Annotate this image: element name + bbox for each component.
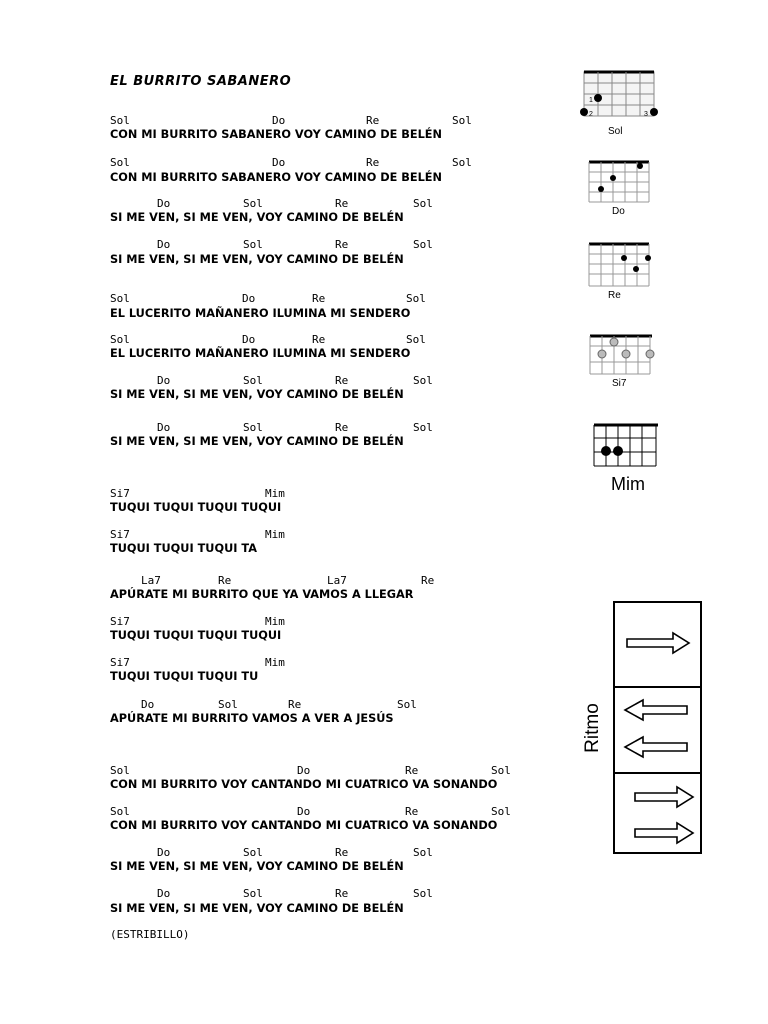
chord-diagram-do bbox=[586, 160, 656, 220]
chord: Sol bbox=[110, 805, 130, 818]
chord: Si7 bbox=[110, 487, 130, 500]
chord: Re bbox=[312, 292, 326, 305]
chord: Sol bbox=[413, 846, 433, 859]
chord: Sol bbox=[491, 764, 511, 777]
finger-dot bbox=[633, 266, 639, 272]
chord: Re bbox=[405, 764, 419, 777]
chord: Re bbox=[312, 333, 326, 346]
finger-dot bbox=[601, 446, 611, 456]
chord: Do bbox=[157, 238, 171, 251]
estribillo-note: (ESTRIBILLO) bbox=[110, 928, 190, 941]
chord: Sol bbox=[413, 197, 433, 210]
finger-dot bbox=[646, 350, 654, 358]
chord-diagram-label: Re bbox=[608, 290, 621, 301]
finger-number: 2 bbox=[589, 111, 593, 118]
chord: Sol bbox=[397, 698, 417, 711]
lyric-line: SI ME VEN, SI ME VEN, VOY CAMINO DE BELÉN bbox=[110, 902, 404, 915]
chord: Sol bbox=[413, 887, 433, 900]
chord: Do bbox=[272, 114, 286, 127]
finger-dot bbox=[610, 175, 616, 181]
chord-diagram-label: Si7 bbox=[612, 378, 627, 389]
chord: Sol bbox=[243, 846, 263, 859]
chord: Sol bbox=[218, 698, 238, 711]
chord: Do bbox=[157, 197, 171, 210]
chord: Re bbox=[366, 156, 380, 169]
sol-chord-grid bbox=[578, 68, 662, 124]
finger-dot bbox=[594, 94, 602, 102]
chord: Do bbox=[157, 846, 171, 859]
rhythm-cell bbox=[615, 688, 700, 774]
chord: Sol bbox=[452, 156, 472, 169]
arrow-left-icon bbox=[625, 737, 687, 757]
chord: Do bbox=[297, 805, 311, 818]
chord: Re bbox=[335, 887, 349, 900]
chord: Re bbox=[335, 238, 349, 251]
chord: La7 bbox=[327, 574, 347, 587]
chord: Sol bbox=[452, 114, 472, 127]
finger-dot bbox=[580, 108, 588, 116]
finger-dot bbox=[650, 108, 658, 116]
finger-dot bbox=[598, 186, 604, 192]
mim-chord-grid bbox=[590, 422, 660, 468]
finger-dot bbox=[598, 350, 606, 358]
chord: Sol bbox=[413, 374, 433, 387]
chord: Mim bbox=[265, 656, 285, 669]
chord: Re bbox=[405, 805, 419, 818]
lyric-line: TUQUI TUQUI TUQUI TU bbox=[110, 670, 259, 683]
chord: Sol bbox=[491, 805, 511, 818]
chord: Do bbox=[297, 764, 311, 777]
lyric-line: EL LUCERITO MAÑANERO ILUMINA MI SENDERO bbox=[110, 307, 411, 320]
chord-diagram-label: Mim bbox=[611, 474, 645, 494]
chord: Sol bbox=[110, 156, 130, 169]
finger-dot bbox=[621, 255, 627, 261]
chord: Sol bbox=[110, 292, 130, 305]
chord: Sol bbox=[243, 374, 263, 387]
lyric-line: SI ME VEN, SI ME VEN, VOY CAMINO DE BELÉN bbox=[110, 211, 404, 224]
chord: Sol bbox=[110, 333, 130, 346]
lyric-line: CON MI BURRITO SABANERO VOY CAMINO DE BELÉN bbox=[110, 128, 442, 141]
chord: Do bbox=[242, 333, 256, 346]
lyric-line: SI ME VEN, SI ME VEN, VOY CAMINO DE BELÉN bbox=[110, 253, 404, 266]
chord-diagram-label: Sol bbox=[608, 126, 623, 137]
lyric-line: APÚRATE MI BURRITO QUE YA VAMOS A LLEGAR bbox=[110, 588, 414, 601]
chord: Sol bbox=[406, 333, 426, 346]
chord-diagram-label: Do bbox=[612, 206, 625, 217]
arrow-right-icon bbox=[635, 823, 693, 843]
chord: Re bbox=[335, 197, 349, 210]
chord: Re bbox=[288, 698, 302, 711]
chord: Sol bbox=[243, 887, 263, 900]
chord-diagram-si7 bbox=[586, 334, 658, 390]
lyric-line: TUQUI TUQUI TUQUI TUQUI bbox=[110, 501, 282, 514]
chord: Re bbox=[366, 114, 380, 127]
rhythm-label: Ritmo bbox=[582, 703, 603, 753]
chord: Si7 bbox=[110, 656, 130, 669]
chord: Re bbox=[421, 574, 435, 587]
chord: Re bbox=[335, 846, 349, 859]
lyric-line: SI ME VEN, SI ME VEN, VOY CAMINO DE BELÉN bbox=[110, 860, 404, 873]
lyric-line: SI ME VEN, SI ME VEN, VOY CAMINO DE BELÉN bbox=[110, 435, 404, 448]
rhythm-box bbox=[613, 601, 702, 854]
chord: Sol bbox=[413, 238, 433, 251]
re-chord-grid bbox=[586, 242, 656, 288]
chord-diagram-mim bbox=[590, 422, 670, 496]
song-title: EL BURRITO SABANERO bbox=[110, 74, 292, 89]
chord: Sol bbox=[243, 197, 263, 210]
chord: Si7 bbox=[110, 528, 130, 541]
finger-dot bbox=[637, 163, 643, 169]
lyric-line: TUQUI TUQUI TUQUI TUQUI bbox=[110, 629, 282, 642]
chord-diagram-re bbox=[586, 242, 656, 302]
chord: Sol bbox=[406, 292, 426, 305]
chord: Sol bbox=[413, 421, 433, 434]
lyric-line: EL LUCERITO MAÑANERO ILUMINA MI SENDERO bbox=[110, 347, 411, 360]
chord: Sol bbox=[243, 238, 263, 251]
chord: La7 bbox=[141, 574, 161, 587]
finger-dot bbox=[645, 255, 651, 261]
lyric-line: CON MI BURRITO SABANERO VOY CAMINO DE BELÉN bbox=[110, 171, 442, 184]
lyric-line: APÚRATE MI BURRITO VAMOS A VER A JESÚS bbox=[110, 712, 394, 725]
arrow-left-icon bbox=[615, 688, 700, 772]
lyric-line: CON MI BURRITO VOY CANTANDO MI CUATRICO VA SONANDO bbox=[110, 778, 498, 791]
chord-diagram-sol bbox=[578, 68, 662, 140]
chord: Do bbox=[157, 887, 171, 900]
chord: Sol bbox=[243, 421, 263, 434]
rhythm-cell bbox=[615, 603, 700, 688]
chord: Do bbox=[141, 698, 155, 711]
finger-dot bbox=[610, 338, 618, 346]
chord: Sol bbox=[110, 114, 130, 127]
do-chord-grid bbox=[586, 160, 656, 204]
chord: Mim bbox=[265, 615, 285, 628]
rhythm-cell bbox=[615, 774, 700, 854]
lyric-line: TUQUI TUQUI TUQUI TA bbox=[110, 542, 257, 555]
lyric-line: SI ME VEN, SI ME VEN, VOY CAMINO DE BELÉN bbox=[110, 388, 404, 401]
chord: Mim bbox=[265, 528, 285, 541]
si7-chord-grid bbox=[586, 334, 658, 376]
arrow-right-icon bbox=[615, 774, 700, 854]
chord: Sol bbox=[110, 764, 130, 777]
finger-dot bbox=[613, 446, 623, 456]
chord: Si7 bbox=[110, 615, 130, 628]
finger-number: 1 bbox=[589, 97, 593, 104]
chord: Re bbox=[335, 421, 349, 434]
finger-dot bbox=[622, 350, 630, 358]
finger-number: 3 bbox=[644, 111, 648, 118]
chord: Do bbox=[157, 421, 171, 434]
chord: Re bbox=[335, 374, 349, 387]
lyric-line: CON MI BURRITO VOY CANTANDO MI CUATRICO VA SONANDO bbox=[110, 819, 498, 832]
chord: Re bbox=[218, 574, 232, 587]
arrow-right-icon bbox=[615, 603, 700, 686]
chord: Do bbox=[242, 292, 256, 305]
chord: Do bbox=[272, 156, 286, 169]
chord: Do bbox=[157, 374, 171, 387]
chord: Mim bbox=[265, 487, 285, 500]
